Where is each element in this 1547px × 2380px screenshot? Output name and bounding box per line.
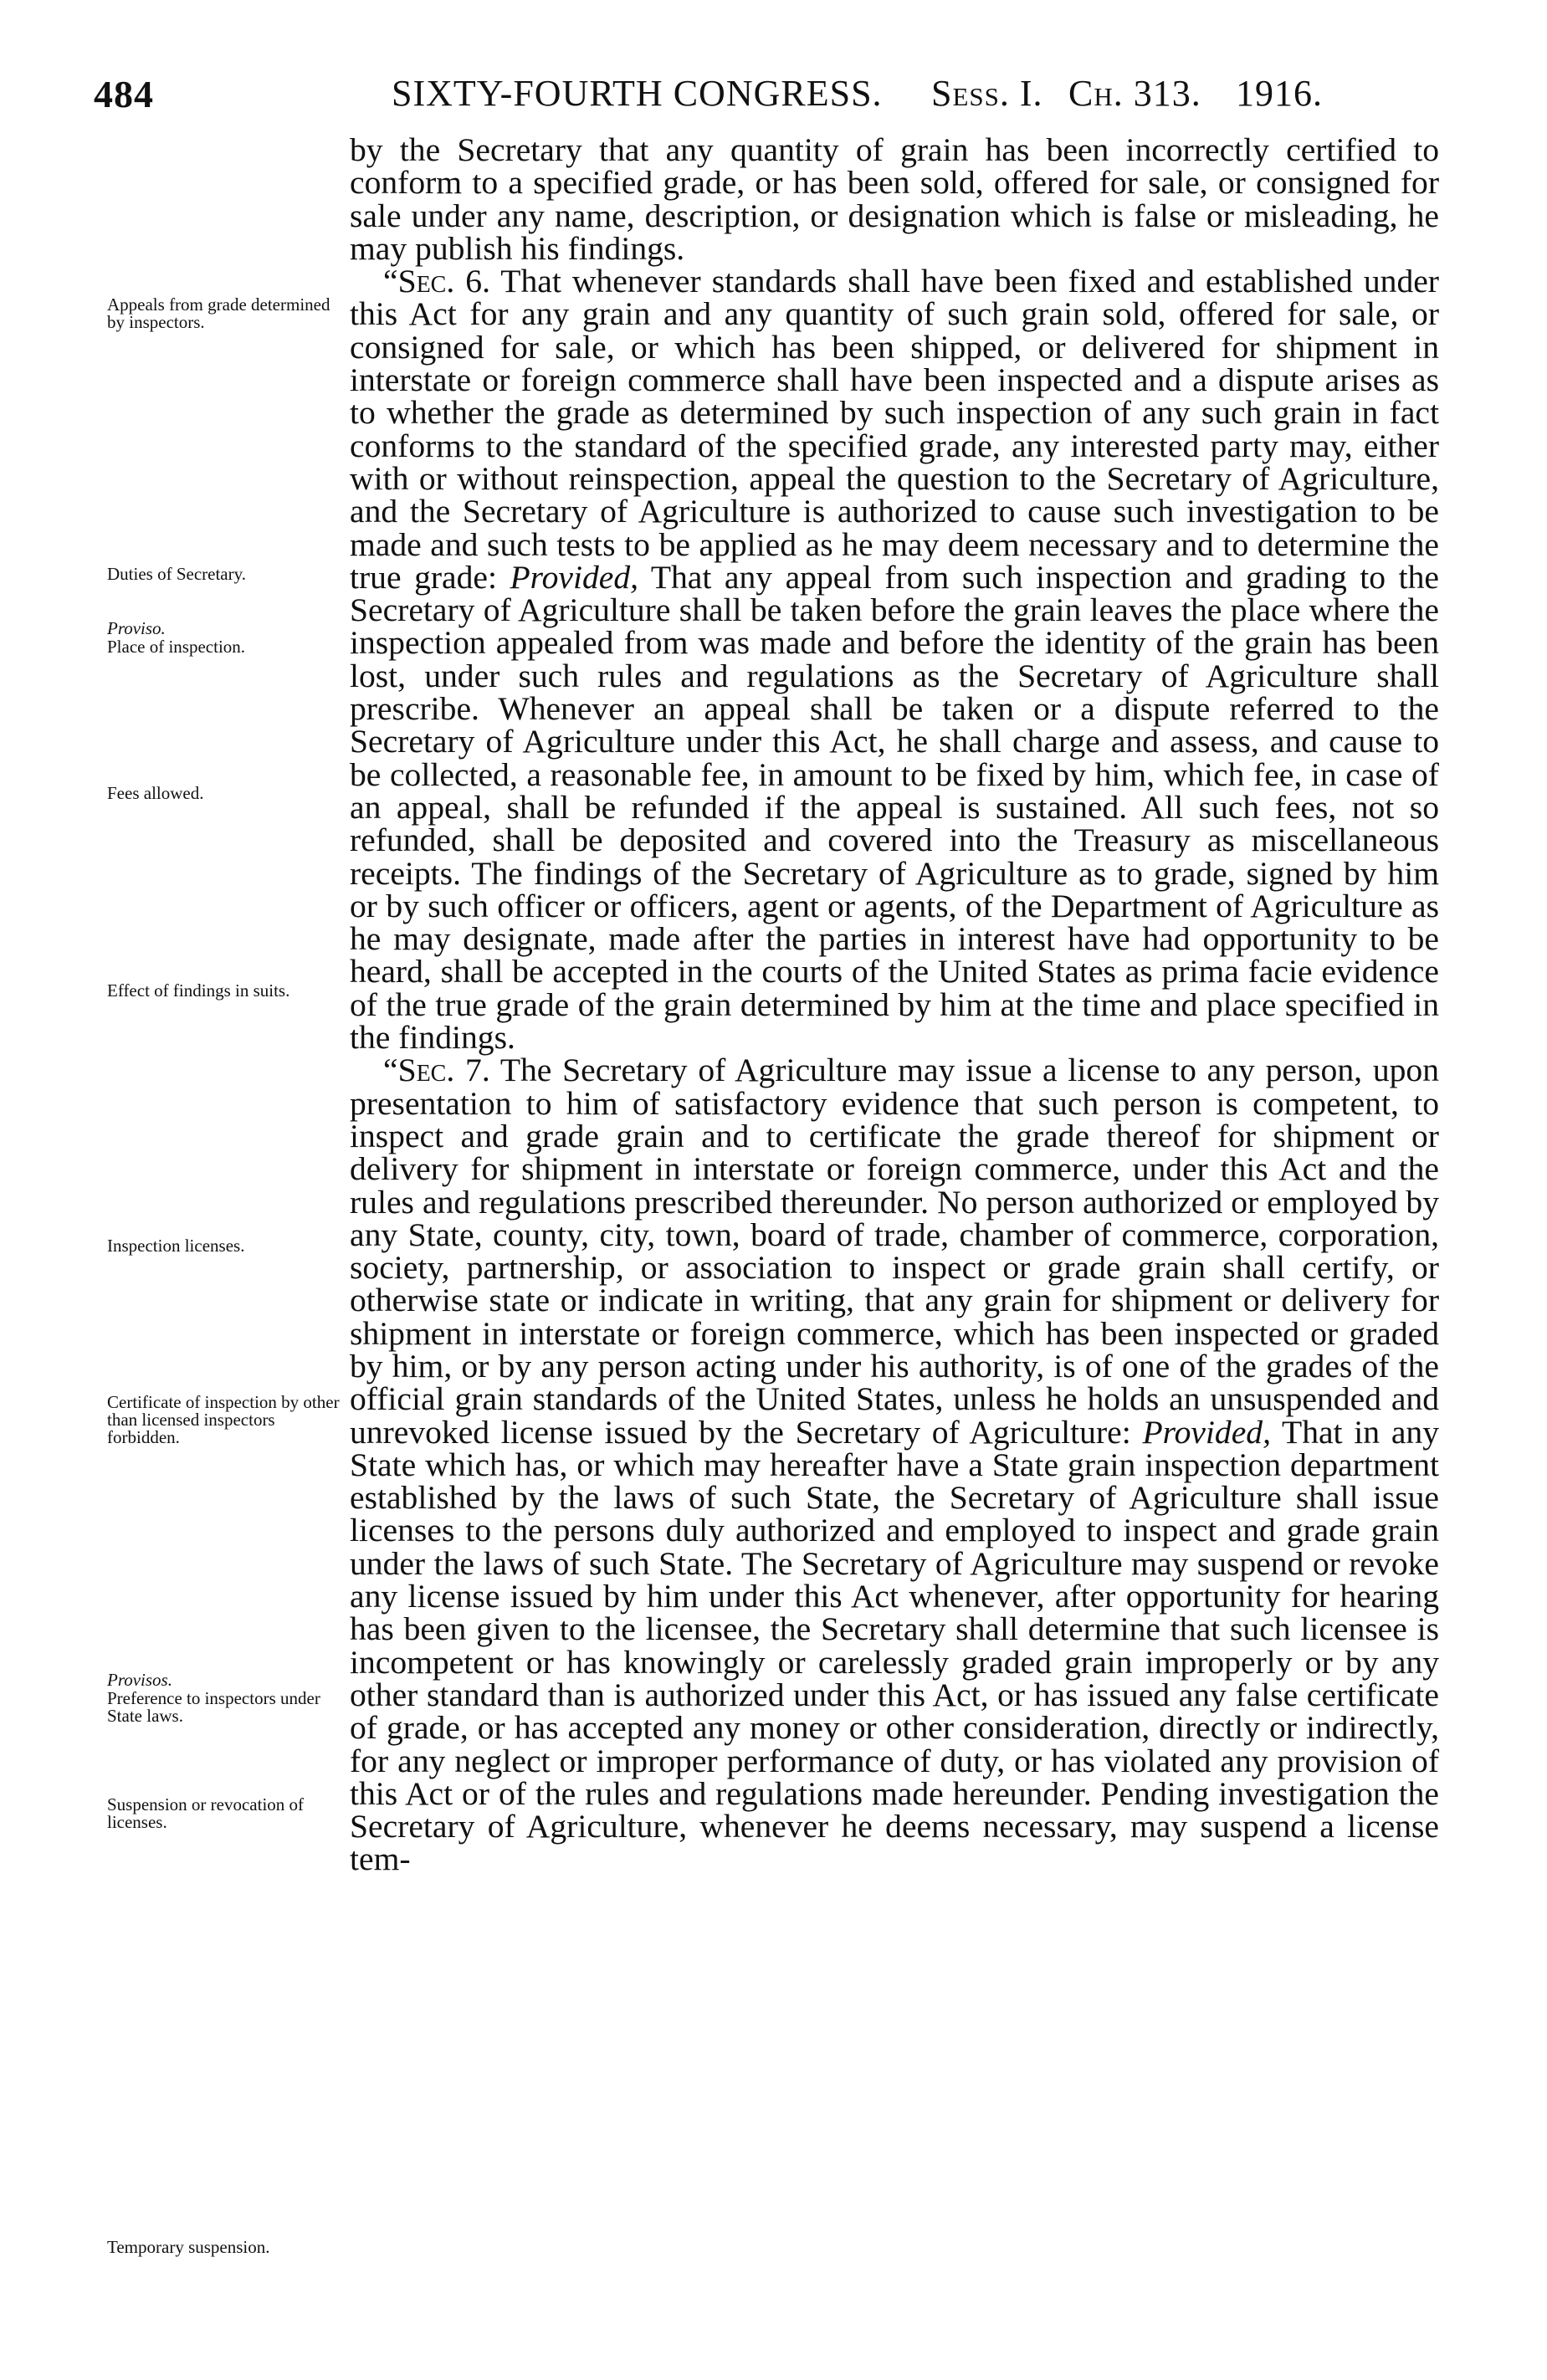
margin-note-preference: Preference to inspectors under State laws.: [107, 1688, 320, 1726]
section-7-text-b: That in any State which has, or which may hereafter have a State grain inspection department established by the laws of such State, the Secretary of Agriculture shall issue licenses to the persons duly authorized and employed to inspect and grade grain under the laws of such State. The Secretary of Agriculture may suspend or revoke any license issued by him under this Act whenever, after opportunity for hearing has been given to the licensee, the Secretary shall determine that such licensee is incompetent or has knowingly or carelessly graded grain improperly or by any other standard than is authorized under this Act, or has issued any false certificate of grade, or has accepted any money or other consideration, directly or indirectly, for any neglect or improper performance of duty, or has violated any provision of this Act or of the rules and regulations made hereunder. Pending investigation the Secretary of Agriculture, whenever he deems necessary, may suspend a license tem-: [350, 1413, 1439, 1878]
margin-note-duties: Duties of Secretary.: [107, 564, 246, 584]
congress-title: SIXTY-FOURTH CONGRESS.: [392, 73, 883, 114]
margin-note-effect: Effect of findings in suits.: [107, 980, 290, 1001]
section-7-text-a: The Secretary of Agriculture may issue a license to any person, upon presentation to him of satisfactory evidence that such person is competent, to inspect and grade grain and to certificate the grade thereof for shipment or delivery for shipment in interstate or foreign commerce, under this Act and the rules and regulations prescribed thereunder. No person authorized or employed by any State, county, city, town, board of trade, chamber of commerce, corporation, society, partnership, or association to inspect or grade grain shall certify, or otherwise state or indicate in writing, that any grain for shipment or delivery for shipment in interstate or foreign commerce, which has been inspected or graded by him, or by any person acting under his authority, is of one of the grades of the official grain standards of the United States, unless he holds an unsuspended and unrevoked license issued by the Secretary of Agriculture:: [350, 1052, 1439, 1451]
margin-note-licenses: Inspection licenses.: [107, 1236, 245, 1256]
section-6-text-b: That any appeal from such inspection and grading to the Secretary of Agriculture shall be taken before the grain leaves the place where the inspection appealed from was made and before the identity of the grain has been lost, under such rules and regulations as the Secretary of Agriculture shall prescribe. Whenever an appeal shall be taken or a dispute referred to the Secretary of Agriculture under this Act, he shall charge and assess, and cause to be collected, a reasonable fee, in amount to be fixed by him, which fee, in case of an appeal, shall be refunded if the appeal is sustained. All such fees, not so refunded, shall be deposited and covered into the Treasury as miscellaneous receipts. The findings of the Secretary of Agriculture as to grade, signed by him or by such officer or officers, agent or agents, of the Department of Agriculture as he may designate, made after the parties in interest have had opportunity to be heard, shall be accepted in the courts of the United States as prima facie evidence of the true grade of the grain determined by him at the time and place specified in the findings.: [350, 558, 1439, 1057]
margin-note-proviso: Proviso.: [107, 618, 166, 638]
section-7: [350, 1054, 1439, 1876]
section-7-proviso: Provided,: [1142, 1413, 1271, 1451]
margin-note-provisos: Provisos.: [107, 1670, 172, 1690]
year-label: 1916.: [1236, 73, 1323, 114]
page-number: 484: [94, 73, 154, 115]
statute-body: [350, 131, 1439, 1878]
session-label: Sess. I.: [931, 73, 1043, 114]
margin-note-place: Place of inspection.: [107, 637, 246, 657]
section-7-label: “Sec. 7.: [383, 1052, 490, 1089]
margin-note-appeals: Appeals from grade determined by inspectors.: [107, 294, 330, 332]
margin-note-fees: Fees allowed.: [107, 783, 204, 803]
section-6-proviso: Provided,: [510, 558, 639, 596]
section-6-label: “Sec. 6.: [383, 263, 490, 300]
continued-paragraph: by the Secretary that any quantity of grain has been incorrectly certified to conform to a specified grade, or has been sold, offered for sale, or consigned for sale under any name, description, or designation which is false or misleading, he may publish his findings.: [350, 131, 1439, 267]
page-header: [94, 72, 1432, 131]
margin-note-suspension: Suspension or revocation of licenses.: [107, 1794, 305, 1832]
margin-note-certificate: Certificate of inspection by other than licensed inspectors forbidden.: [107, 1392, 340, 1447]
margin-note-temporary: Temporary suspension.: [107, 2237, 270, 2257]
section-6: [350, 263, 1439, 1057]
section-6-text-a: That whenever standards shall have been fixed and established under this Act for any grain and any quantity of such grain sold, offered for sale, or consigned for sale, or which has been shipped, or delivered for shipment in interstate or foreign commerce shall have been inspected and a dispute arises as to whether the grade as determined by such inspection of any such grain in fact conforms to the standard of the specified grade, any interested party may, either with or without reinspection, appeal the question to the Secretary of Agriculture, and the Secretary of Agriculture is authorized to cause such investigation to be made and such tests to be applied as he may deem necessary and to determine the true grade:: [350, 263, 1439, 596]
chapter-label: Ch. 313.: [1068, 73, 1201, 114]
